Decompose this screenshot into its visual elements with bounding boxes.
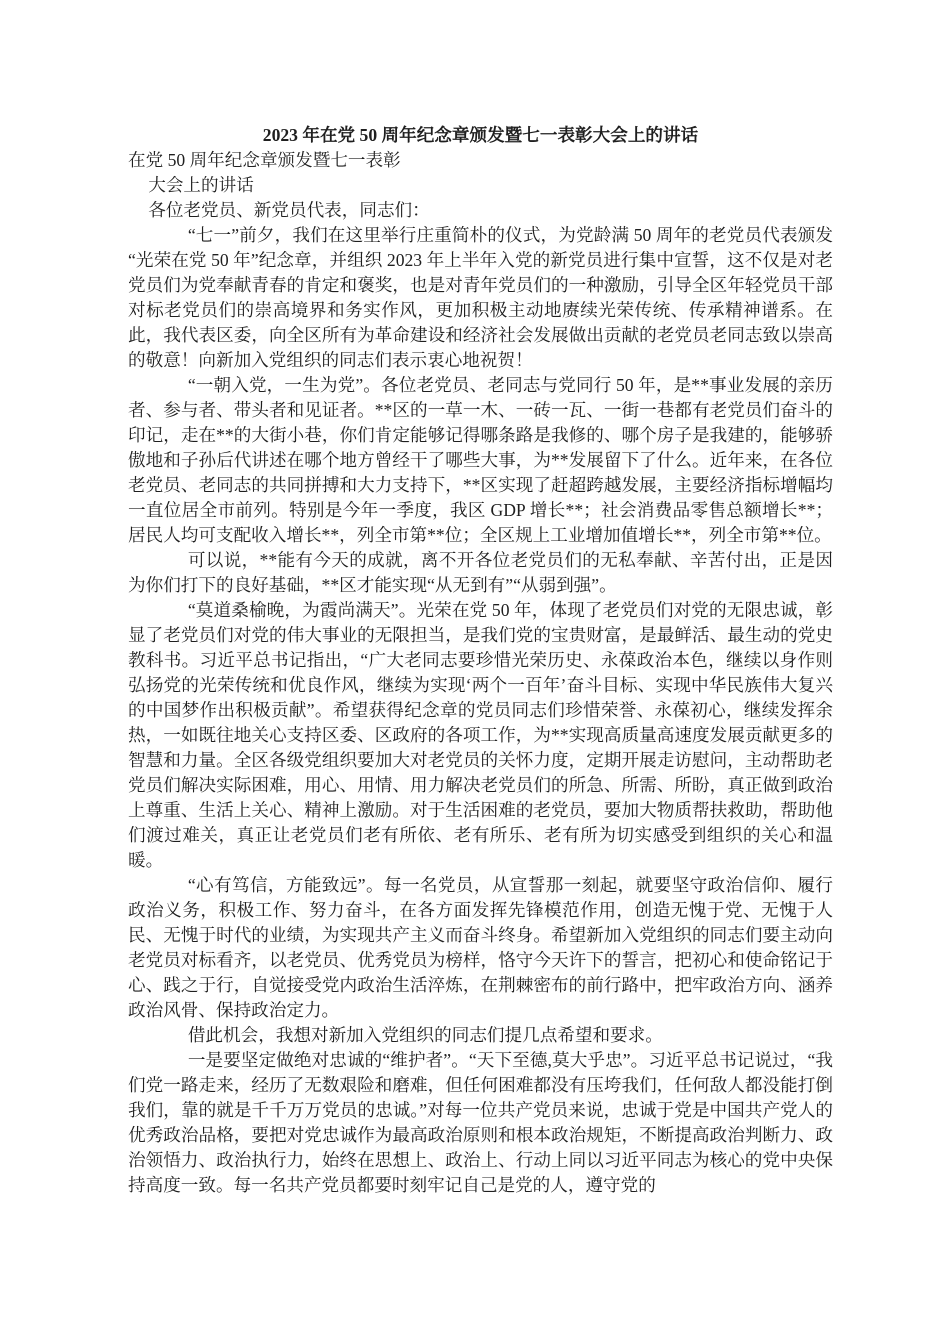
- paragraph-expectations-lead: 借此机会，我想对新加入党组织的同志们提几点希望和要求。: [187, 1025, 663, 1045]
- paragraph-loyalty: 一是要坚定做绝对忠诚的“维护者”。“天下至德,莫大乎忠”。习近平总书记说过，“我们党一路走来，经历了无数艰险和磨难，但任何困难都没有压垮我们，任何敌人都没能打倒我们，靠的就是千千万万党员的忠诚。”对每一位共产党员来说，忠诚于党是中国共产党人的优秀政治品格，要把对党忠诚作为最高政治原则和根本政治规矩，不断提高政治判断力、政治领悟力、政治执行力，始终在思想上、政治上、行动上同以习近平同志为核心的党中央保持高度一致。每一名共产党员都要时刻牢记自己是党的人，遵守党的: [128, 1050, 833, 1195]
- paragraph-glory-50-years: “莫道桑榆晚，为霞尚满天”。光荣在党 50 年，体现了老党员们对党的无限忠诚，彰显了老党员们对党的伟大事业的无限担当，是我们党的宝贵财富，是最鲜活、最生动的党史教科书。习近平总书记指出，“广大老同志要珍惜光荣历史、永葆政治本色，继续以身作则弘扬党的光荣传统和优良作风，继续为实现‘两个一百年’奋斗目标、实现中华民族伟大复兴的中国梦作出积极贡献”。希望获得纪念章的党员同志们珍惜荣誉、永葆初心，继续发挥余热，一如既往地关心支持区委、区政府的各项工作，为**实现高质量高速度发展贡献更多的智慧和力量。全区各级党组织要加大对老党员的关怀力度，定期开展走访慰问，主动帮助老党员们解决实际困难，用心、用情、用力解决老党员们的所急、所需、所盼，真正做到政治上尊重、生活上关心、精神上激励。对于生活困难的老党员，要加大物质帮扶救助，帮助他们渡过难关，真正让老党员们老有所依、老有所乐、老有所为切实感受到组织的关心和温暖。: [128, 600, 833, 870]
- paragraph-faith: “心有笃信，方能致远”。每一名党员，从宣誓那一刻起，就要坚守政治信仰、履行政治义务，积极工作、努力奋斗，在各方面发挥先锋模范作用，创造无愧于党、无愧于人民、无愧于时代的业绩，为实现共产主义而奋斗终身。希望新加入党组织的同志们要主动向老党员对标看齐，以老党员、优秀党员为榜样，恪守今天许下的誓言，把初心和使命铭记于心、践之于行，自觉接受党内政治生活淬炼，在荆棘密布的前行路中，把牢政治方向、涵养政治风骨、保持政治定力。: [128, 875, 833, 1020]
- document-title: 2023 年在党 50 周年纪念章颁发暨七一表彰大会上的讲话: [262, 125, 699, 145]
- heading-line-1: 在党 50 周年纪念章颁发暨七一表彰: [128, 150, 401, 170]
- paragraph-once-in-party: “一朝入党，一生为党”。各位老党员、老同志与党同行 50 年，是**事业发展的亲历者、参与者、带头者和见证者。**区的一草一木、一砖一瓦、一街一巷都有老党员们奋斗的印记，走在**的大街小巷，你们肯定能够记得哪条路是我修的、哪个房子是我建的，能够骄傲地和子孙后代讲述在哪个地方曾经干了哪些大事，为**发展留下了什么。近年来，在各位老党员、老同志的共同拼搏和大力支持下，**区实现了赶超跨越发展，主要经济指标增幅均一直位居全市前列。特别是今年一季度，我区 GDP 增长**；社会消费品零售总额增长**；居民人均可支配收入增长**，列全市第**位；全区规上工业增加值增长**，列全市第**位。: [128, 375, 833, 545]
- heading-line-2: 大会上的讲话: [148, 175, 254, 195]
- salutation: 各位老党员、新党员代表，同志们：: [148, 200, 430, 220]
- paragraph-achievements: 可以说，**能有今天的成就，离不开各位老党员们的无私奉献、辛苦付出，正是因为你们打下的良好基础，**区才能实现“从无到有”“从弱到强”。: [128, 550, 833, 595]
- paragraph-ceremony-intro: “七一”前夕，我们在这里举行庄重简朴的仪式，为党龄满 50 周年的老党员代表颁发“光荣在党 50 年”纪念章，并组织 2023 年上半年入党的新党员进行集中宣誓，这不仅是对老党员们为党奉献青春的肯定和褒奖，也是对青年党员们的一种激励，引导全区年轻党员干部对标老党员们的崇高境界和务实作风，更加积极主动地赓续光荣传统、传承精神谱系。在此，我代表区委，向全区所有为革命建设和经济社会发展做出贡献的老党员老同志致以崇高的敬意！向新加入党组织的同志们表示衷心地祝贺！: [128, 225, 833, 370]
